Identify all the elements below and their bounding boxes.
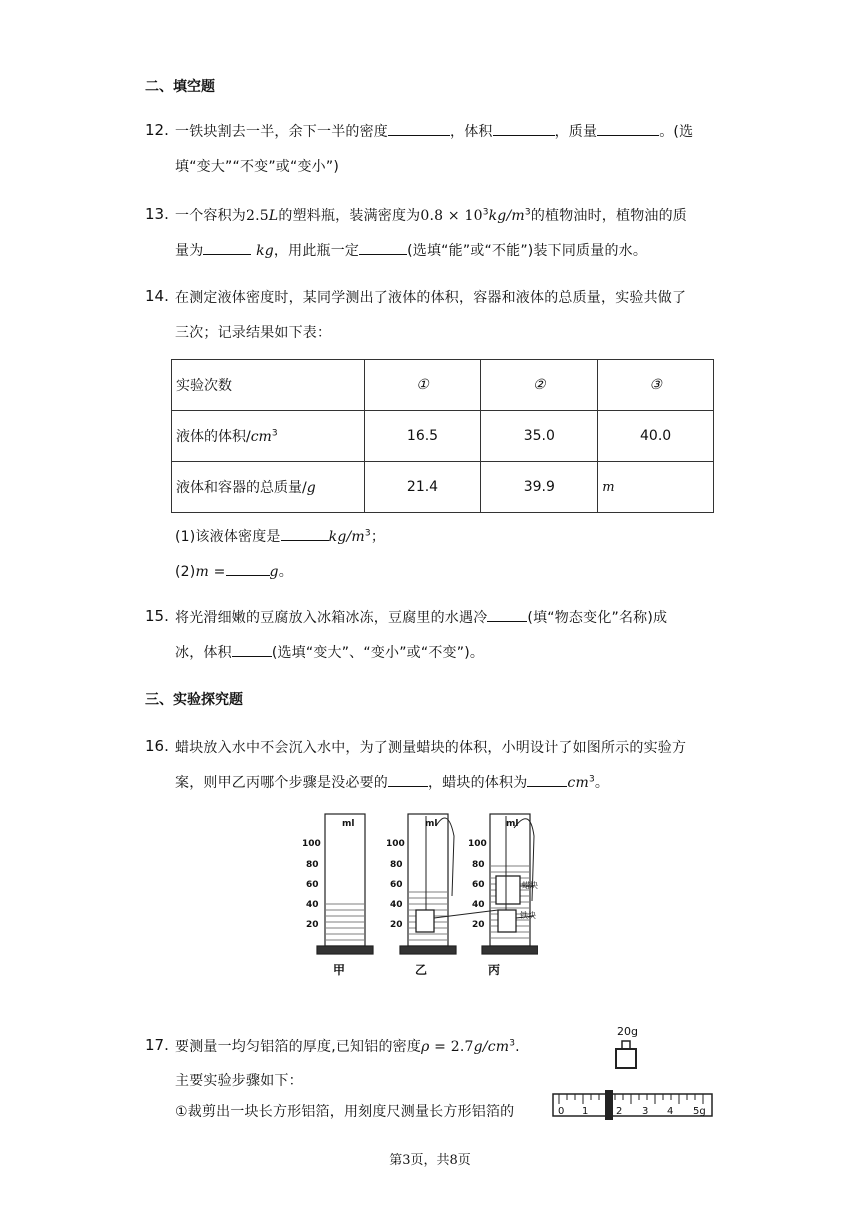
cylinder-base bbox=[482, 946, 538, 954]
answer-blank[interactable] bbox=[597, 121, 659, 136]
table-cell: 液体的体积$/cm^3$ bbox=[172, 411, 365, 462]
tick-label: 80 bbox=[390, 860, 403, 870]
tick-label: 20 bbox=[472, 920, 485, 930]
sub-question: (2)m = g。 bbox=[175, 561, 293, 581]
answer-blank[interactable] bbox=[487, 607, 527, 622]
table-cell: 35.0 bbox=[481, 411, 598, 462]
page-footer: 第3页，共8页 bbox=[389, 1153, 471, 1168]
table-cell: ③ bbox=[598, 360, 714, 411]
question-text: 主要实验步骤如下： bbox=[175, 1073, 303, 1089]
section-title: 三、实验探究题 bbox=[145, 692, 243, 708]
table-cell: 16.5 bbox=[364, 411, 481, 462]
scale-label: 1 bbox=[582, 1106, 589, 1117]
table-cell: 实验次数 bbox=[172, 360, 365, 411]
balance-figure bbox=[550, 1024, 715, 1120]
iron-block bbox=[498, 910, 516, 932]
unit-label: ml bbox=[506, 819, 519, 829]
wax-block bbox=[496, 876, 520, 904]
answer-blank[interactable] bbox=[388, 772, 428, 787]
sub-question: (1)该液体密度是 $kg/m^3$； bbox=[175, 526, 385, 546]
tick-label: 60 bbox=[390, 880, 403, 890]
answer-blank[interactable] bbox=[226, 561, 270, 576]
table-cell: 39.9 bbox=[481, 462, 598, 513]
question-text: 量为 kg，用此瓶一定 (选填“能”或“不能”)装下同质量的水。 bbox=[175, 240, 647, 260]
table-row bbox=[172, 360, 714, 411]
table-cell: m bbox=[598, 462, 714, 513]
answer-blank[interactable] bbox=[203, 240, 251, 255]
question-text: 案，则甲乙丙哪个步骤是没必要的 ，蜡块的体积为 $cm^3$。 bbox=[175, 772, 609, 792]
scale-bar bbox=[553, 1094, 712, 1116]
question-text: 冰，体积 (选填“变大”、“变小”或“不变”)。 bbox=[175, 642, 484, 662]
answer-blank[interactable] bbox=[493, 121, 555, 136]
question-text: 在测定液体密度时，某同学测出了液体的体积，容器和液体的总质量，实验共做了 bbox=[175, 290, 687, 306]
answer-blank[interactable] bbox=[359, 240, 407, 255]
answer-blank[interactable] bbox=[527, 772, 567, 787]
cylinder-jia bbox=[325, 814, 365, 946]
question-text: 一铁块割去一半，余下一半的密度 ，体积 ，质量 。(选 bbox=[175, 121, 693, 141]
wax-label: 蜡块 bbox=[522, 881, 538, 890]
scale-label: 0 bbox=[558, 1106, 565, 1117]
tick-label: 80 bbox=[472, 860, 485, 870]
weight-label: 20g bbox=[617, 1025, 638, 1038]
question-text: 一个容积为2.5L的塑料瓶，装满密度为$0.8 \times 10^3kg/m^3$的植物油时，植物油的质 bbox=[175, 207, 688, 224]
unit-label: ml bbox=[425, 819, 438, 829]
question-number: 12. bbox=[145, 121, 169, 139]
question-text: ①裁剪出一块长方形铝箔，用刻度尺测量长方形铝箔的 bbox=[175, 1104, 515, 1120]
table-cell: ① bbox=[364, 360, 481, 411]
table-cell: 液体和容器的总质量/g bbox=[172, 462, 365, 513]
tick-label: 100 bbox=[302, 839, 321, 849]
cylinder-figure bbox=[298, 806, 538, 976]
answer-blank[interactable] bbox=[232, 642, 272, 657]
tick-label: 40 bbox=[390, 900, 403, 910]
tick-label: 20 bbox=[306, 920, 319, 930]
question-text: 填“变大”“不变”或“变小”) bbox=[175, 159, 339, 175]
question-number: 16. bbox=[145, 737, 169, 755]
figure-label-yi: 乙 bbox=[415, 963, 428, 976]
question-text: 三次；记录结果如下表： bbox=[175, 325, 332, 341]
tick-label: 40 bbox=[472, 900, 485, 910]
answer-blank[interactable] bbox=[281, 526, 329, 541]
table-cell: ② bbox=[481, 360, 598, 411]
section-title: 二、填空题 bbox=[145, 79, 215, 95]
tick-label: 80 bbox=[306, 860, 319, 870]
figure-label-bing: 丙 bbox=[488, 963, 501, 976]
tick-label: 20 bbox=[390, 920, 403, 930]
table-cell: 21.4 bbox=[364, 462, 481, 513]
question-text: 蜡块放入水中不会沉入水中，为了测量蜡块的体积，小明设计了如图所示的实验方 bbox=[175, 740, 687, 756]
iron-block bbox=[416, 910, 434, 932]
weight-icon bbox=[616, 1041, 636, 1068]
scale-label: 3 bbox=[642, 1106, 649, 1117]
figure-label-jia: 甲 bbox=[333, 963, 346, 976]
scale-label: 4 bbox=[667, 1106, 674, 1117]
question-text: 要测量一均匀铝箔的厚度,已知铝的密度$\rho = 2.7g/cm^3$. bbox=[175, 1038, 520, 1055]
scale-label: 2 bbox=[616, 1106, 623, 1117]
data-table bbox=[171, 359, 714, 513]
tick-label: 100 bbox=[468, 839, 487, 849]
question-number: 13. bbox=[145, 205, 169, 223]
unit-label: ml bbox=[342, 819, 355, 829]
cylinder-base bbox=[400, 946, 456, 954]
question-number: 15. bbox=[145, 607, 169, 625]
table-row bbox=[172, 411, 714, 462]
tick-label: 60 bbox=[306, 880, 319, 890]
answer-blank[interactable] bbox=[388, 121, 450, 136]
tick-label: 60 bbox=[472, 880, 485, 890]
table-cell: 40.0 bbox=[598, 411, 714, 462]
tick-label: 100 bbox=[386, 839, 405, 849]
question-number: 14. bbox=[145, 287, 169, 305]
table-row bbox=[172, 462, 714, 513]
question-text: 将光滑细嫩的豆腐放入冰箱冰冻，豆腐里的水遇冷 (填“物态变化”名称)成 bbox=[175, 607, 667, 627]
question-number: 17. bbox=[145, 1036, 169, 1054]
slider-rider bbox=[605, 1090, 613, 1120]
tick-label: 40 bbox=[306, 900, 319, 910]
iron-label: 铁块 bbox=[520, 911, 536, 920]
scale-label: 5g bbox=[693, 1106, 706, 1117]
cylinder-base bbox=[317, 946, 373, 954]
